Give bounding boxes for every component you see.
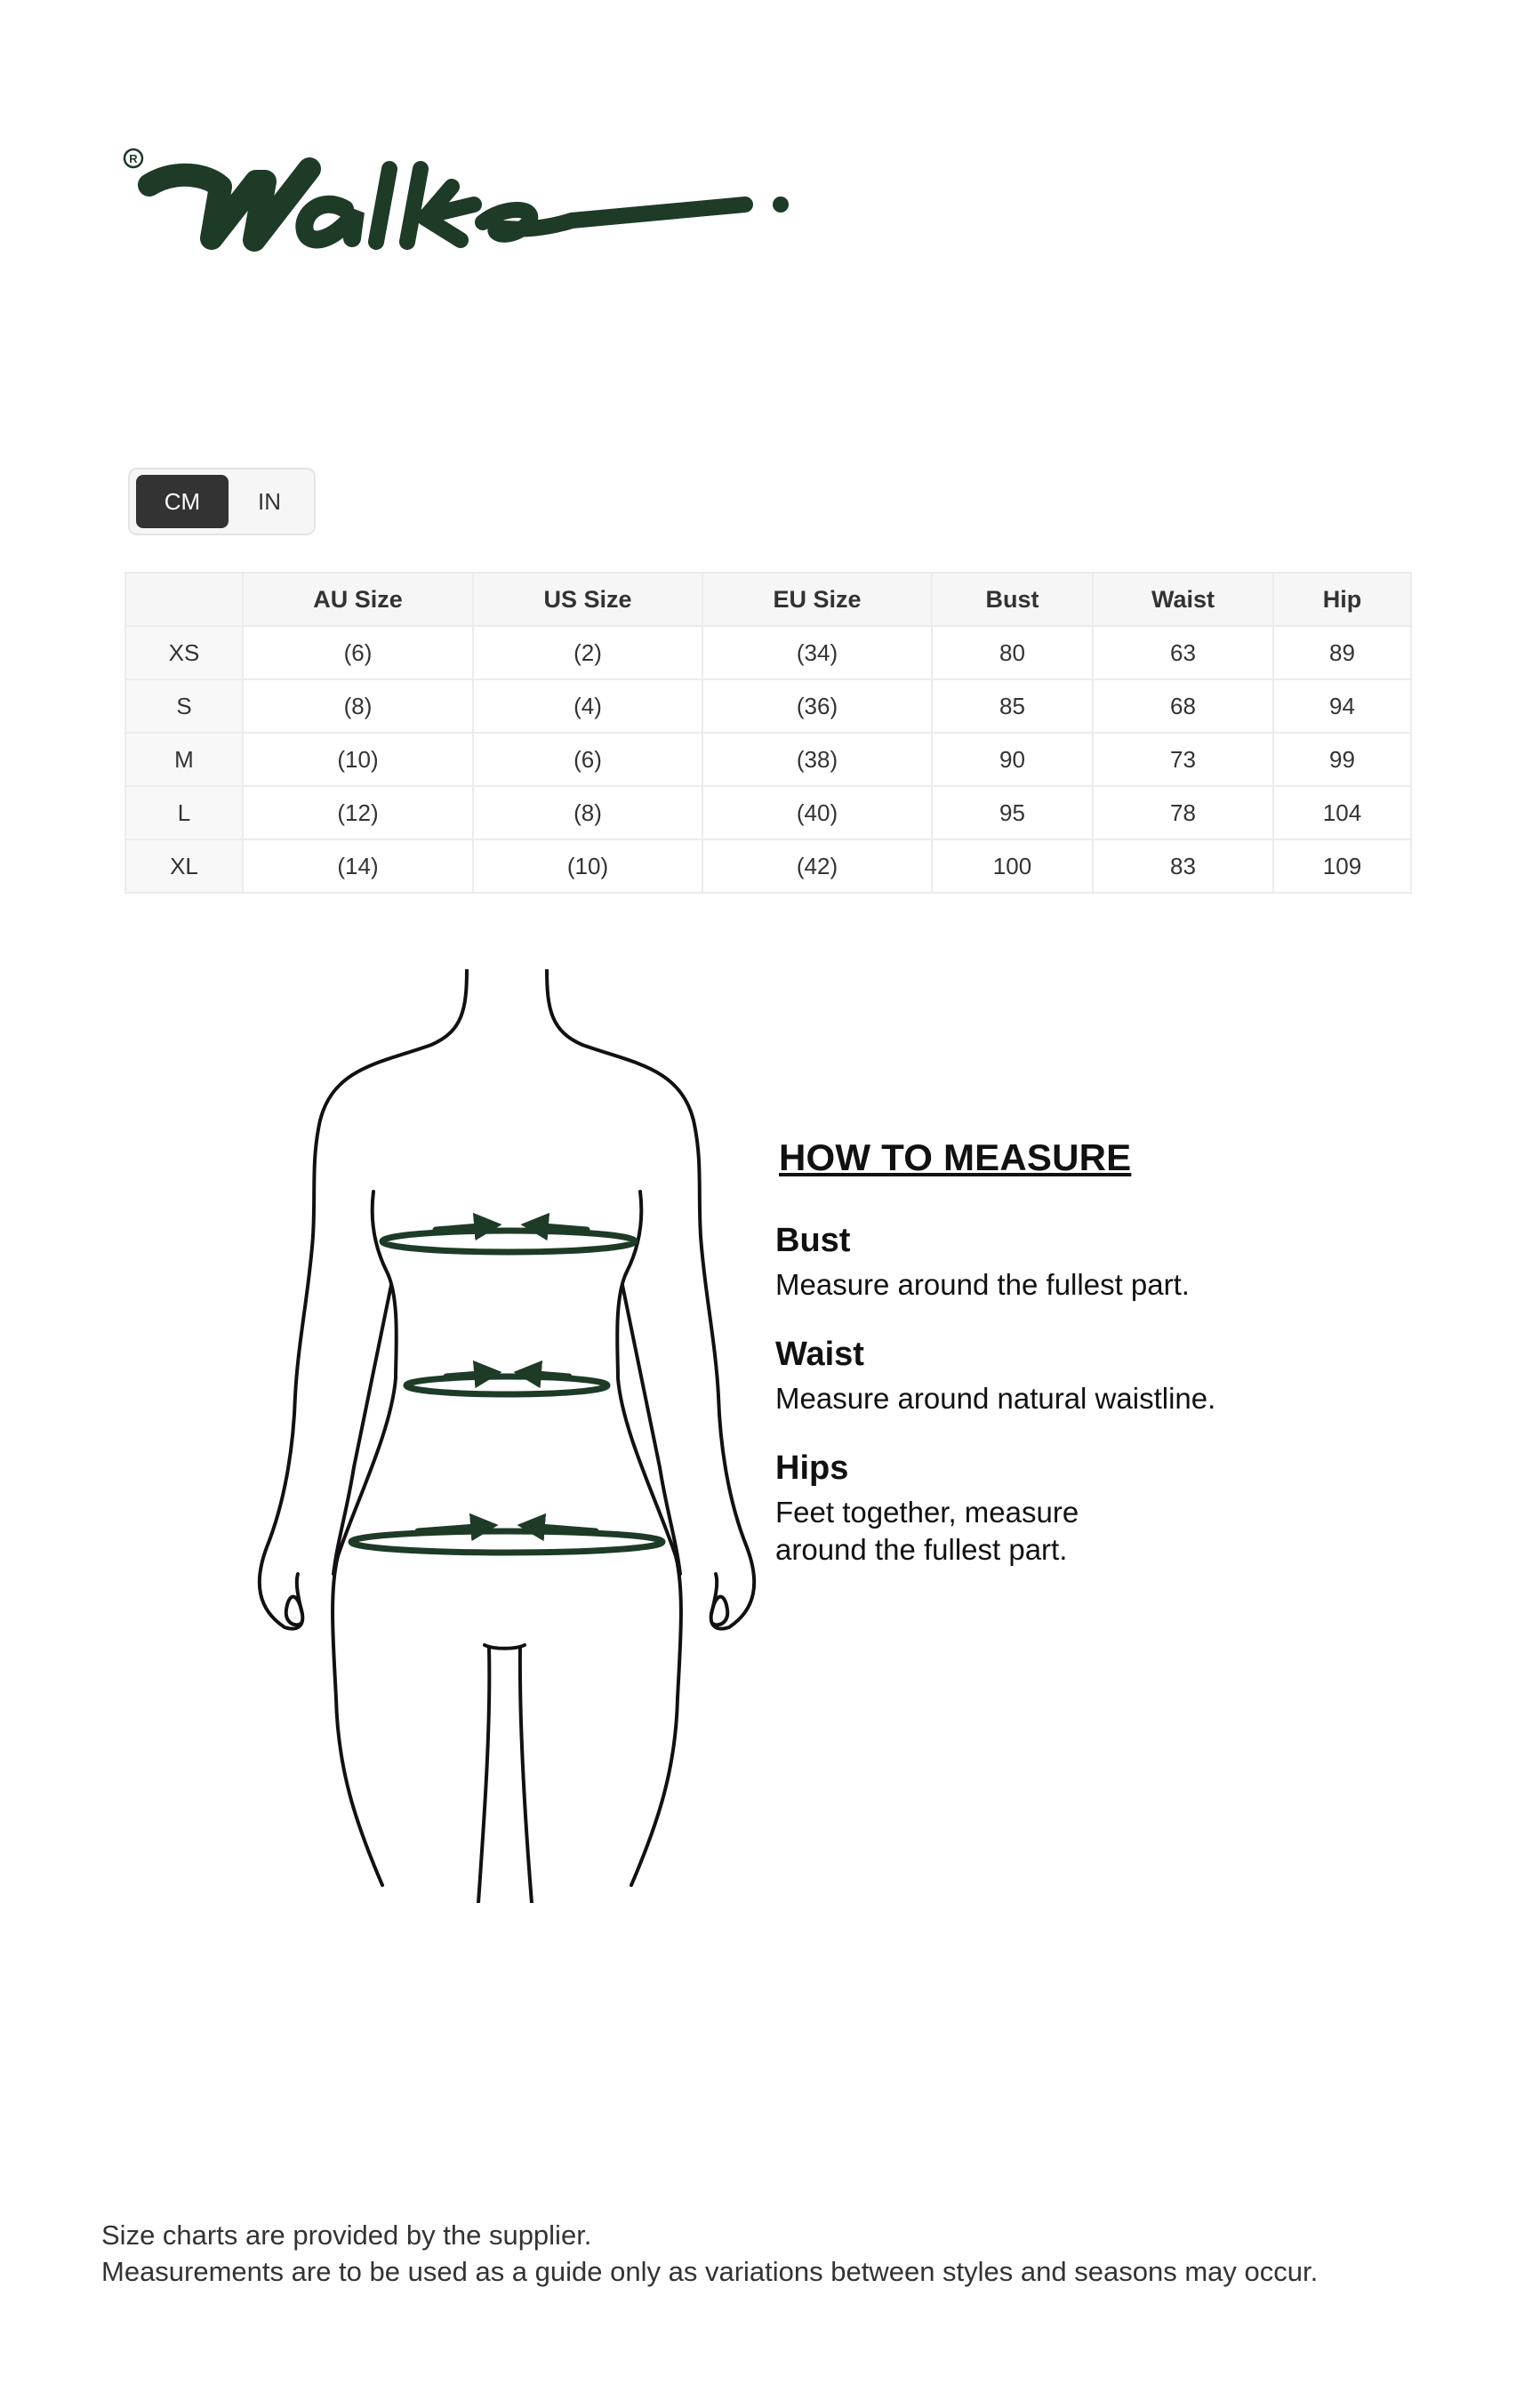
- table-cell: 80: [932, 626, 1093, 679]
- table-cell: (34): [702, 626, 932, 679]
- table-cell: (12): [243, 786, 473, 839]
- table-row: [125, 733, 1411, 786]
- table-row: [125, 786, 1411, 839]
- table-cell: 68: [1093, 679, 1273, 733]
- unit-toggle: [128, 468, 316, 535]
- column-header: [125, 573, 243, 626]
- table-cell: 63: [1093, 626, 1273, 679]
- size-label-cell: M: [125, 733, 243, 786]
- table-cell: (40): [702, 786, 932, 839]
- column-header-us-size: US Size: [473, 573, 702, 626]
- table-cell: (38): [702, 733, 932, 786]
- table-row: [125, 839, 1411, 893]
- unit-in-button[interactable]: IN: [258, 488, 281, 515]
- column-header-hip: Hip: [1273, 573, 1411, 626]
- table-cell: (36): [702, 679, 932, 733]
- unit-cm-button[interactable]: CM: [136, 475, 229, 528]
- hips-title: Hips: [775, 1449, 849, 1487]
- table-cell: (6): [473, 733, 702, 786]
- size-label-cell: S: [125, 679, 243, 733]
- table-cell: 85: [932, 679, 1093, 733]
- table-cell: (8): [243, 679, 473, 733]
- table-cell: 100: [932, 839, 1093, 893]
- size-chart-table: [124, 572, 1412, 894]
- table-cell: 90: [932, 733, 1093, 786]
- footer-note: [101, 2217, 1488, 2290]
- table-cell: (6): [243, 626, 473, 679]
- hips-instruction: Feet together, measure around the fullest part.: [775, 1496, 1079, 1566]
- bust-title: Bust: [775, 1222, 851, 1259]
- size-label-cell: XS: [125, 626, 243, 679]
- body-measurement-figure: [249, 969, 774, 1903]
- table-cell: 95: [932, 786, 1093, 839]
- waist-instruction: Measure around natural waistline.: [775, 1382, 1216, 1415]
- column-header-au-size: AU Size: [243, 573, 473, 626]
- table-cell: 104: [1273, 786, 1411, 839]
- table-cell: (14): [243, 839, 473, 893]
- table-cell: 89: [1273, 626, 1411, 679]
- table-cell: 109: [1273, 839, 1411, 893]
- table-row: [125, 679, 1411, 733]
- column-header-waist: Waist: [1093, 573, 1273, 626]
- size-label-cell: L: [125, 786, 243, 839]
- table-cell: (2): [473, 626, 702, 679]
- table-cell: (4): [473, 679, 702, 733]
- column-header-bust: Bust: [932, 573, 1093, 626]
- waist-title: Waist: [775, 1336, 864, 1373]
- table-cell: (8): [473, 786, 702, 839]
- table-row: [125, 626, 1411, 679]
- walker-logo: [123, 142, 798, 267]
- bust-instruction: Measure around the fullest part.: [775, 1268, 1190, 1301]
- table-cell: 99: [1273, 733, 1411, 786]
- how-to-measure-panel: [775, 1136, 1451, 1599]
- table-cell: 94: [1273, 679, 1411, 733]
- how-to-measure-heading: HOW TO MEASURE: [779, 1136, 1132, 1178]
- table-header-row: [125, 573, 1411, 626]
- table-cell: 73: [1093, 733, 1273, 786]
- table-cell: 83: [1093, 839, 1273, 893]
- table-cell: (10): [243, 733, 473, 786]
- column-header-eu-size: EU Size: [702, 573, 932, 626]
- table-cell: 78: [1093, 786, 1273, 839]
- size-label-cell: XL: [125, 839, 243, 893]
- table-cell: (10): [473, 839, 702, 893]
- footer-line-guide: Measurements are to be used as a guide only as variations between styles and seasons may occur.: [101, 2256, 1319, 2287]
- table-cell: (42): [702, 839, 932, 893]
- footer-line-supplier: Size charts are provided by the supplier.: [101, 2219, 592, 2251]
- svg-text:R: R: [129, 152, 138, 165]
